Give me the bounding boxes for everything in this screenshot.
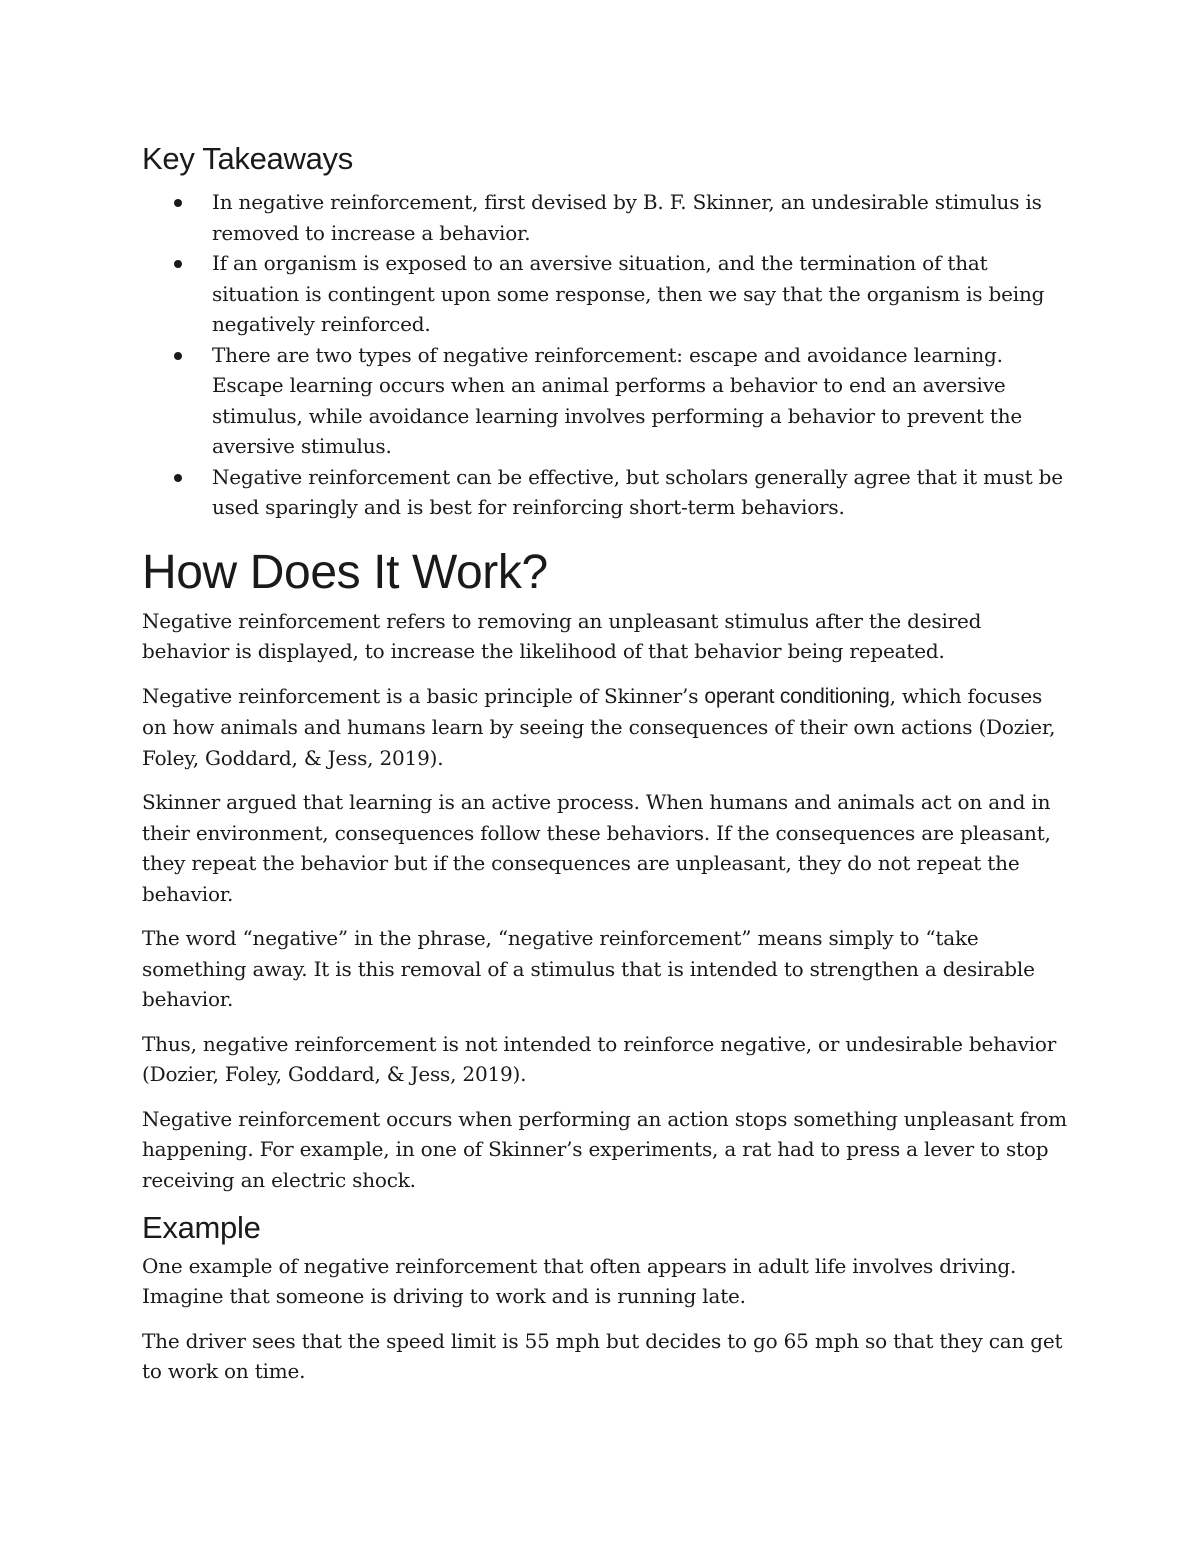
key-takeaways-list	[142, 187, 1072, 523]
paragraph-rat-experiment: Negative reinforcement occurs when performing an action stops something unpleasant from happening. For example, in one of Skinner’s experiments, a rat had to press a lever to stop receiving an electric shock.	[142, 1106, 1067, 1192]
bullet-icon	[174, 260, 182, 268]
example-heading: Example	[142, 1210, 261, 1246]
list-item	[142, 462, 1072, 523]
bullet-icon	[174, 352, 182, 360]
list-item-text: If an organism is exposed to an aversive situation, and the termination of that situation is contingent upon some response, then we say that the organism is being negatively reinforced.	[212, 251, 1045, 337]
paragraph-example-driving: One example of negative reinforcement that often appears in adult life involves driving. Imagine that someone is driving to work and is running late.	[142, 1253, 1017, 1309]
bullet-icon	[174, 474, 182, 482]
list-item-text: In negative reinforcement, first devised by B. F. Skinner, an undesirable stimulus is removed to increase a behavior.	[212, 190, 1042, 245]
document-page	[142, 140, 1072, 1401]
operant-conditioning-link[interactable]: operant conditioning	[704, 684, 890, 708]
list-item	[142, 187, 1072, 248]
list-item	[142, 248, 1072, 340]
paragraph-operant	[142, 681, 1072, 774]
paragraph-thus: Thus, negative reinforcement is not intended to reinforce negative, or undesirable behavior (Dozier, Foley, Goddard, & Jess, 2019).	[142, 1031, 1057, 1087]
list-item	[142, 340, 1072, 462]
key-takeaways-heading: Key Takeaways	[142, 141, 353, 176]
paragraph-word-negative: The word “negative” in the phrase, “negative reinforcement” means simply to “take something away. It is this removal of a stimulus that is intended to strengthen a desirable behavior.	[142, 926, 1035, 1012]
bullet-icon	[174, 199, 182, 207]
paragraph-text: , which focuses on how animals and humans learn by seeing the consequences of their own actions (Dozier, Foley, Goddard, & Jess, 2019).	[142, 683, 1056, 770]
paragraph-example-speed: The driver sees that the speed limit is 55 mph but decides to go 65 mph so that they can get to work on time.	[142, 1328, 1063, 1384]
how-it-works-heading: How Does It Work?	[142, 545, 548, 599]
paragraph-text: Negative reinforcement is a basic principle of Skinner’s	[142, 683, 705, 708]
list-item-text: There are two types of negative reinforcement: escape and avoidance learning. Escape learning occurs when an animal performs a behavior to end an aversive stimulus, while avoidance learning involves performing a behavior to prevent the aversive stimulus.	[212, 342, 1023, 459]
paragraph-active-process: Skinner argued that learning is an active process. When humans and animals act on and in their environment, consequences follow these behaviors. If the consequences are pleasant, they repeat the behavior but if the consequences are unpleasant, they do not repeat the behavior.	[142, 790, 1051, 906]
paragraph-definition: Negative reinforcement refers to removing an unpleasant stimulus after the desired behavior is displayed, to increase the likelihood of that behavior being repeated.	[142, 608, 982, 664]
list-item-text: Negative reinforcement can be effective, but scholars generally agree that it must be used sparingly and is best for reinforcing short-term behaviors.	[212, 464, 1063, 520]
